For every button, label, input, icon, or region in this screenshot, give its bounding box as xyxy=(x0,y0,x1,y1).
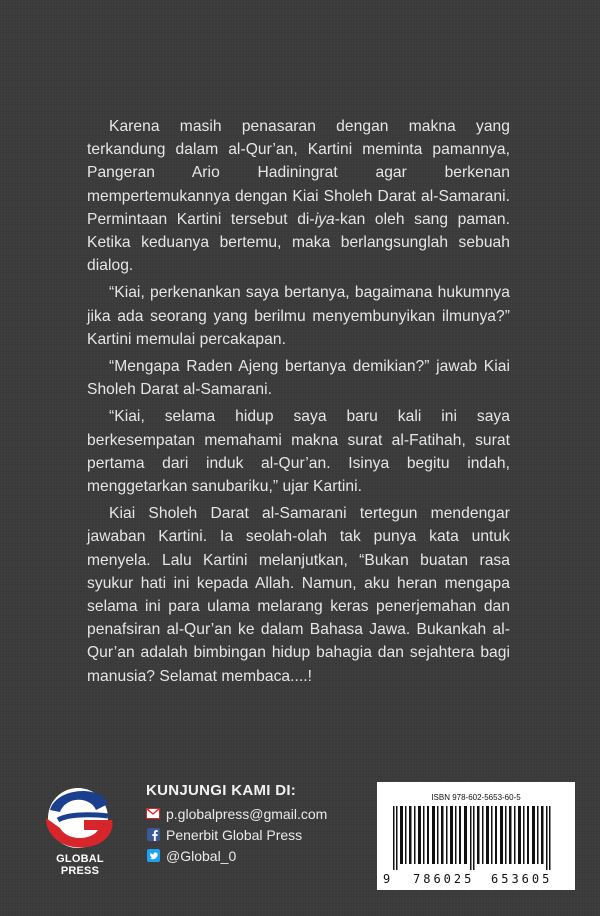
barcode-digits-right: 653605 xyxy=(491,872,553,886)
barcode-digit-first: 9 xyxy=(383,872,391,886)
contact-email[interactable]: p.globalpress@gmail.com xyxy=(166,805,328,822)
twitter-icon xyxy=(146,849,160,862)
contact-twitter[interactable]: @Global_0 xyxy=(166,847,237,864)
isbn-barcode-box xyxy=(377,782,575,890)
contact-email-row[interactable] xyxy=(146,803,327,824)
contact-twitter-row[interactable] xyxy=(146,845,327,866)
facebook-icon xyxy=(146,828,160,841)
contact-block xyxy=(146,782,327,866)
blurb-paragraph-3: “Mengapa Raden Ajeng bertanya demikian?” jawab Kiai Sholeh Darat al-Samarani. xyxy=(87,358,510,399)
back-cover-blurb xyxy=(87,115,510,692)
publisher-name: GLOBAL PRESS xyxy=(56,853,104,877)
contact-facebook-row[interactable] xyxy=(146,824,327,845)
blurb-p1-tail: -kan oleh sang paman. Ketika keduanya bertemu, maka berlangsunglah sebuah dialog. xyxy=(87,210,510,275)
contact-facebook[interactable]: Penerbit Global Press xyxy=(166,826,303,843)
blurb-p1-italic: iya xyxy=(314,210,335,228)
blurb-paragraph-5: Kiai Sholeh Darat al-Samarani tertegun mendengar jawaban Kartini. Ia seolah-olah tak punya kata untuk menyela. Lalu Kartini melanjutkan, “Bukan buatan rasa syukur hati ini kepada Allah. Namun, aku heran mengapa selama ini para ulama melarang keras penerjemahan dan penafsiran al-Qur’an ke dalam Bahasa Jawa. Bukankah al-Qur’an adalah bimbingan hidup bahagia dan sejahtera bagi manusia? Selamat membaca....! xyxy=(87,505,510,685)
blurb-paragraph-2: “Kiai, perkenankan saya bertanya, bagaimana hukumnya jika ada seorang yang berilmu menyembunyikan ilmunya?” Kartini memulai percakapan. xyxy=(87,284,510,348)
isbn-number: ISBN 978-602-5653-60-5 xyxy=(431,793,521,802)
barcode-bars xyxy=(389,806,565,870)
blurb-p1-text: Karena masih penasaran dengan makna yang terkandung dalam al-Qur’an, Kartini meminta pamannya, Pangeran Ario Hadiningrat agar berkenan mempertemukannya dengan Kiai Sholeh Darat al-Samarani. Permintaan Kartini tersebut di- xyxy=(87,118,510,228)
barcode-digits-left: 786025 xyxy=(413,872,475,886)
contact-title: KUNJUNGI KAMI DI: xyxy=(146,782,297,799)
blurb-paragraph-1 xyxy=(87,115,510,277)
mail-icon xyxy=(146,807,160,820)
blurb-paragraph-4: “Kiai, selama hidup saya baru kali ini saya berkesempatan memahami makna surat al-Fatihah, surat pertama dari induk al-Qur’an. Isinya begitu indah, menggetarkan sanubariku,” ujar Kartini. xyxy=(87,408,510,496)
